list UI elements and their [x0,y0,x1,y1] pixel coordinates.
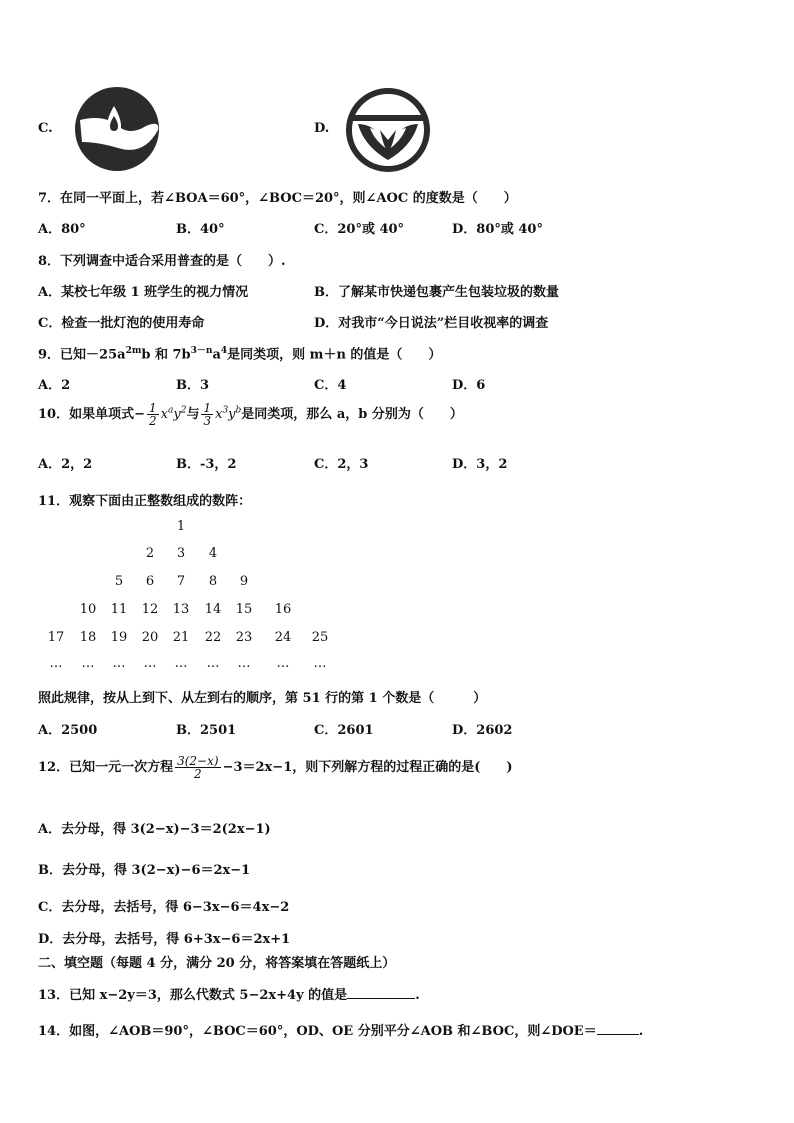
triangle-number: 18 [79,630,97,645]
q11-option-c[interactable]: C．2601 [314,723,374,738]
q14-answer-blank[interactable] [597,1022,639,1035]
triangle-number: 1 [176,519,186,534]
option-d-label: D. [314,121,330,136]
triangle-number: … [112,656,126,671]
triangle-number: … [276,656,290,671]
question-9-stem [38,343,441,362]
triangle-number: 7 [176,574,186,589]
triangle-number: 11 [110,602,128,617]
q12-fraction [175,755,220,780]
q12-option-b[interactable]: B．去分母，得 3(2−x)−6＝2x−1 [38,863,251,878]
q11-option-d[interactable]: D．2602 [452,723,513,738]
q9-stem-post: 是同类项，则 m＋n 的值是（ ） [227,347,442,363]
triangle-number: 15 [235,602,253,617]
triangle-number: … [237,656,251,671]
q12-frac-num: 3(2−x) [177,754,219,768]
triangle-number: … [206,656,220,671]
q7-option-b[interactable]: B．40° [176,222,225,237]
q9-option-d[interactable]: D．6 [452,378,486,393]
question-13-stem [38,984,420,1003]
q12-frac-den: 2 [175,767,220,780]
triangle-number: 19 [110,630,128,645]
q14-stem-text: 14．如图，∠AOB＝90°，∠BOC＝60°，OD、OE 分别平分∠AOB 和∠BOC，则∠DOE＝ [38,1024,597,1039]
q9-stem-pre: 9．已知－25a [38,347,126,363]
question-8-stem: 8．下列调查中适合采用普查的是（ ）. [38,254,286,269]
q7-option-a[interactable]: A．80° [38,222,86,237]
q10-term2-exp: 3 [222,405,229,416]
triangle-number: 21 [172,630,190,645]
section-2-heading: 二、填空题（每题 4 分，满分 20 分，将答案填在答题纸上） [38,956,396,971]
q8-option-d[interactable]: D．对我市“今日说法”栏目收视率的调查 [314,316,549,331]
triangle-number: … [143,656,157,671]
triangle-number: 16 [274,602,292,617]
q9-exp-2: 3－n [190,346,213,356]
q12-stem-pre: 12．已知一元一次方程 [38,760,174,775]
q10-term1-exp: a [167,405,174,416]
triangle-number: 5 [114,574,124,589]
q10-stem-post: 是同类项，那么 a，b 分别为（ ） [241,407,463,422]
q12-option-c[interactable]: C．去分母，去括号，得 6−3x−6＝4x−2 [38,900,290,915]
q7-option-d[interactable]: D．80°或 40° [452,222,543,237]
triangle-number: 3 [176,546,186,561]
q10-option-a[interactable]: A．2，2 [38,457,93,472]
question-11-stem: 11．观察下面由正整数组成的数阵： [38,494,252,509]
q13-stem-text: 13．已知 x−2y＝3，那么代数式 5−2x+4y 的值是 [38,988,348,1003]
triangle-number: 6 [145,574,155,589]
q10-option-d[interactable]: D．3，2 [452,457,508,472]
q10-term2-x: x [215,407,223,422]
q10-option-b[interactable]: B．-3，2 [176,457,237,472]
logo-d-icon [346,88,430,172]
q9-option-c[interactable]: C．4 [314,378,347,393]
q10-fraction-2 [201,402,213,427]
q14-end: . [638,1024,644,1039]
q12-option-a[interactable]: A．去分母，得 3(2−x)−3＝2(2x−1) [38,822,271,837]
q10-option-c[interactable]: C．2，3 [314,457,369,472]
triangle-number: 22 [204,630,222,645]
question-14-stem [38,1020,643,1039]
q10-frac2-den: 3 [203,414,212,428]
q10-term2-yexp: b [235,405,242,416]
question-12-stem [38,755,513,780]
q10-frac1-den: 2 [148,414,157,428]
question-10-stem [38,402,463,427]
q10-frac2-num: 1 [203,401,212,415]
triangle-number: 12 [141,602,159,617]
triangle-number: … [49,656,63,671]
q8-option-a[interactable]: A．某校七年级 1 班学生的视力情况 [38,285,249,300]
triangle-number: 9 [239,574,249,589]
q10-fraction-1 [147,402,159,427]
q12-option-d[interactable]: D．去分母，去括号，得 6+3x−6＝2x+1 [38,932,291,947]
option-c-label: C. [38,121,53,136]
q11-option-a[interactable]: A．2500 [38,723,98,738]
triangle-number: 25 [311,630,329,645]
q10-frac1-num: 1 [148,401,157,415]
triangle-number: 2 [145,546,155,561]
q11-option-b[interactable]: B．2501 [176,723,237,738]
q13-end: . [415,988,420,1003]
q10-with: 与 [186,407,200,422]
question-11-followup: 照此规律，按从上到下、从左到右的顺序，第 51 行的第 1 个数是（ ） [38,691,487,706]
q7-option-c[interactable]: C．20°或 40° [314,222,405,237]
logo-c-icon [74,86,160,172]
q10-term1-x: x [160,407,168,422]
question-7-stem: 7．在同一平面上，若∠BOA＝60°，∠BOC＝20°，则∠AOC 的度数是（ ） [38,191,517,206]
q9-option-a[interactable]: A．2 [38,378,71,393]
triangle-number: … [81,656,95,671]
triangle-number: 17 [47,630,65,645]
triangle-number: 10 [79,602,97,617]
q10-term1-y: y [173,407,181,422]
q10-term2-y: y [228,407,236,422]
triangle-number: 8 [208,574,218,589]
q12-stem-mid: −3＝2x−1，则下列解方程的过程正确的是( ) [222,760,513,775]
q9-stem-mid2: a [212,347,221,363]
q8-option-c[interactable]: C．检查一批灯泡的使用寿命 [38,316,205,331]
triangle-number: 13 [172,602,190,617]
triangle-number: … [313,656,327,671]
q10-term1-yexp: 2 [180,405,187,416]
q10-stem-pre: 10．如果单项式− [38,407,145,422]
triangle-number: 4 [208,546,218,561]
q8-option-b[interactable]: B．了解某市快递包裹产生包装垃圾的数量 [314,285,559,300]
q9-stem-mid: b 和 7b [141,347,191,363]
q9-exp-1: 2m [125,346,142,356]
triangle-number: 20 [141,630,159,645]
triangle-number: 14 [204,602,222,617]
triangle-number: … [174,656,188,671]
q9-option-b[interactable]: B．3 [176,378,210,393]
q9-exp-3: 4 [220,346,228,356]
triangle-number: 24 [274,630,292,645]
q13-answer-blank[interactable] [347,986,415,999]
triangle-number: 23 [235,630,253,645]
